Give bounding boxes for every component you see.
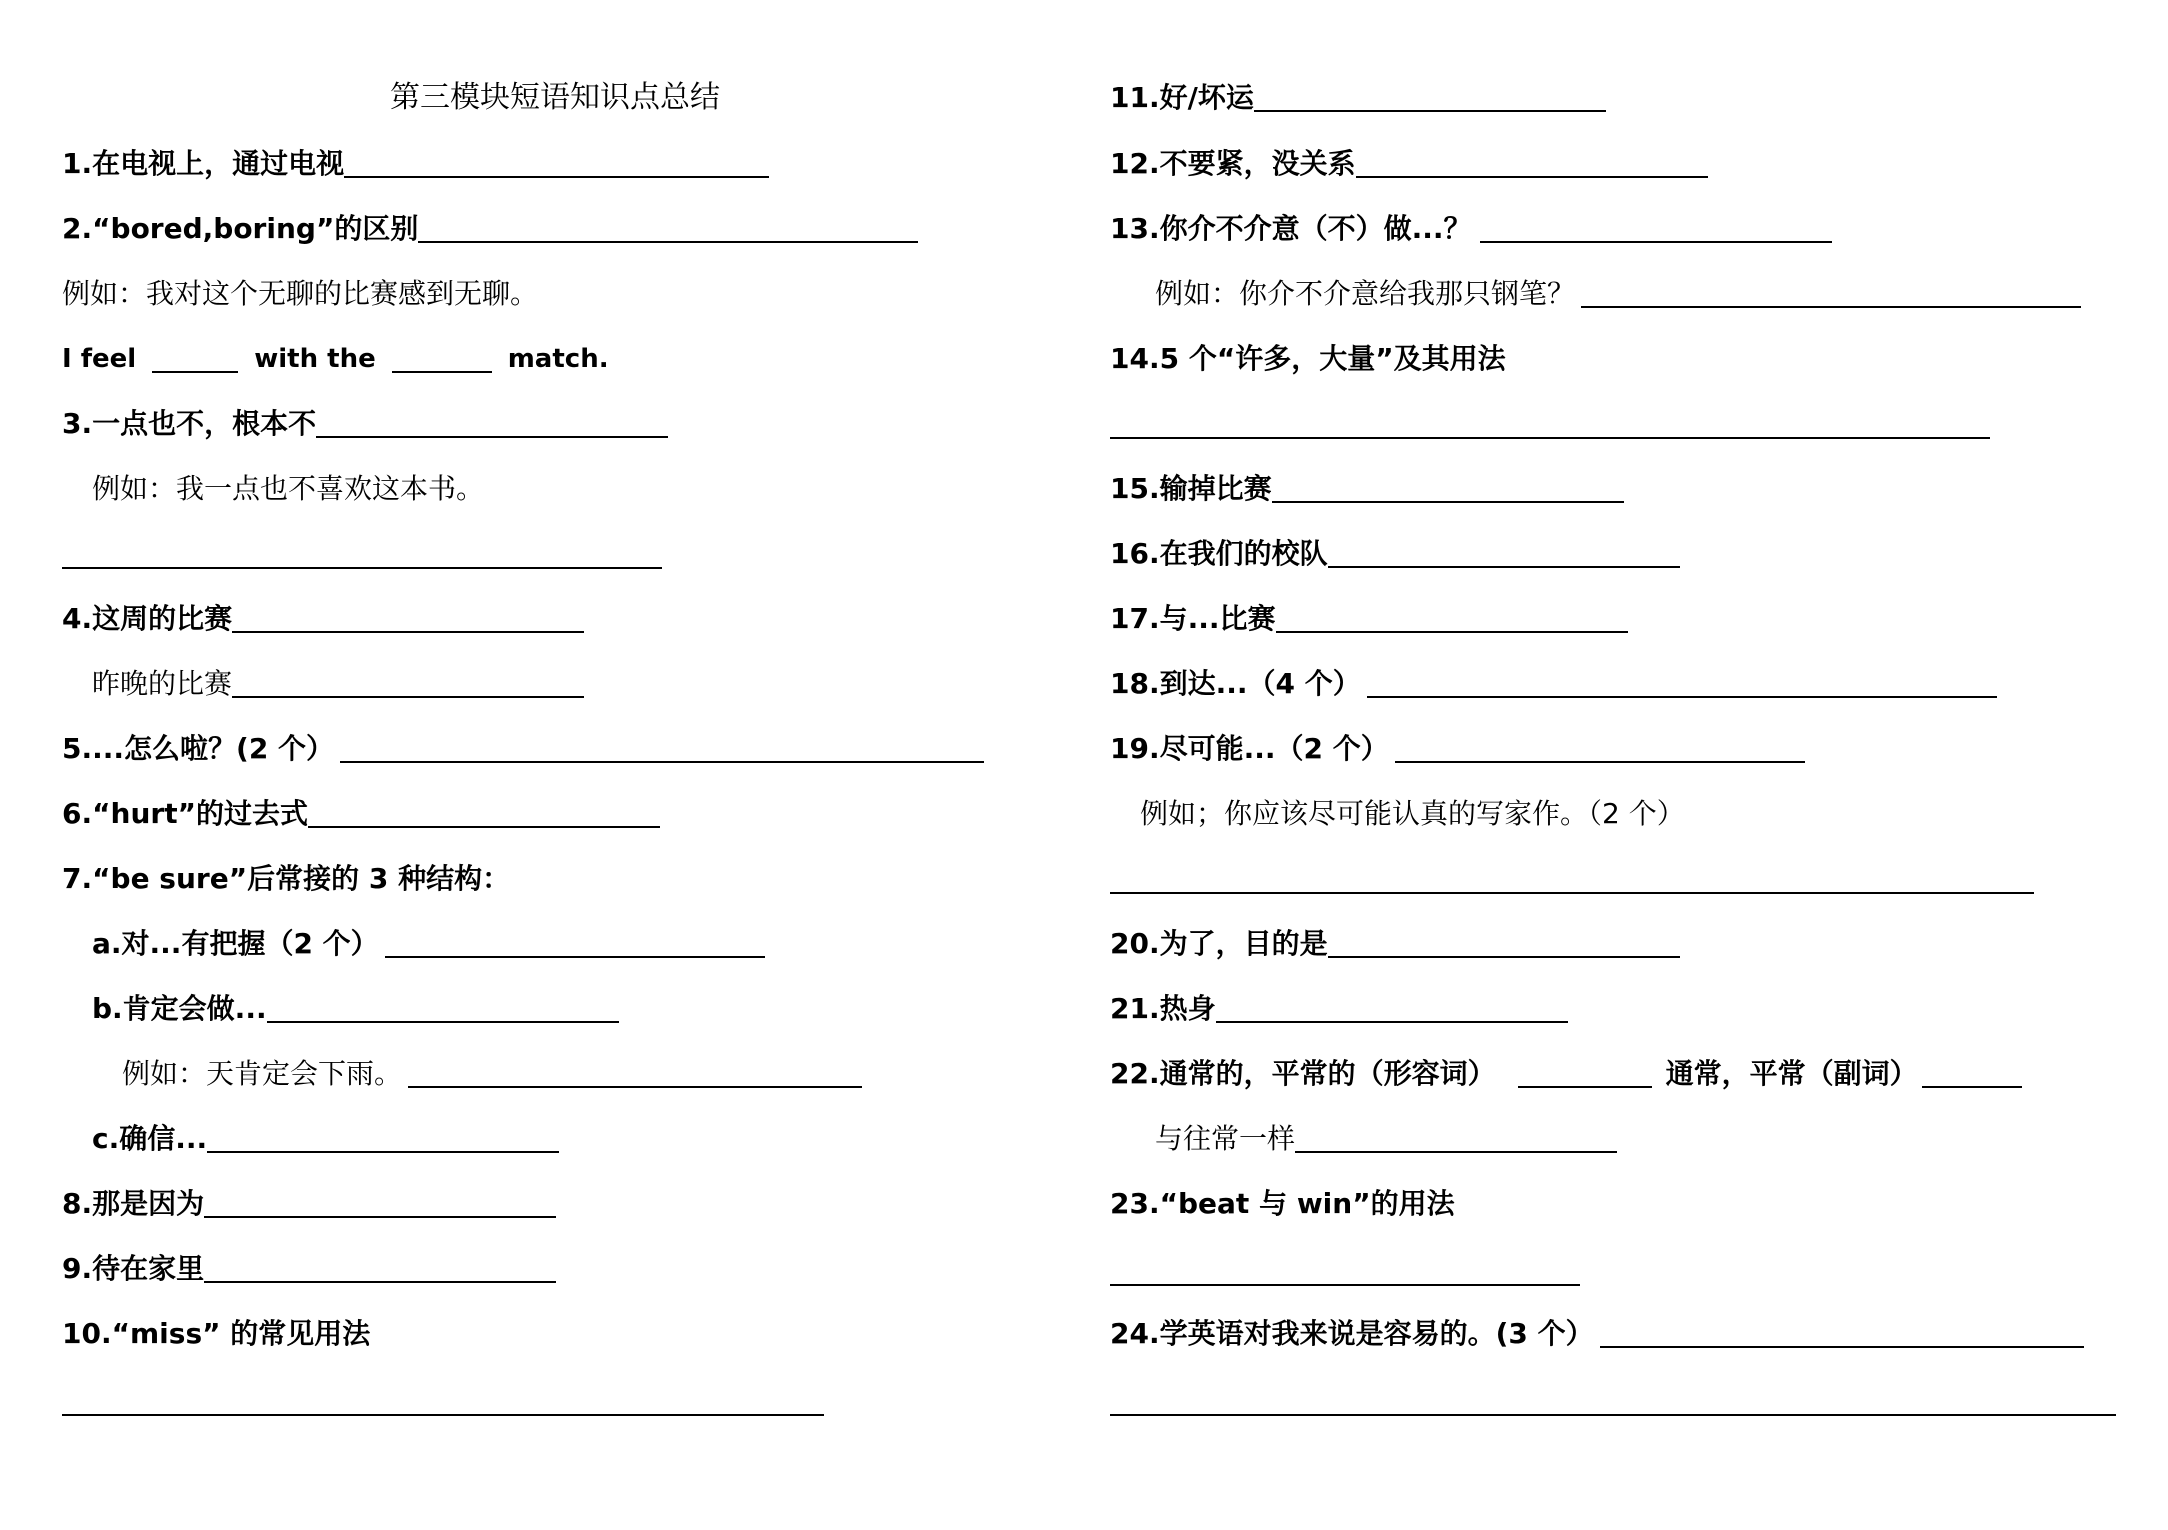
question-7b bbox=[92, 989, 619, 1029]
question-15 bbox=[1110, 469, 1624, 509]
answer-line-14[interactable] bbox=[1110, 437, 1990, 439]
question-13-example-text: 例如：你介不介意给我那只钢笔？ bbox=[1155, 277, 1576, 310]
answer-blank-7c[interactable] bbox=[207, 1121, 559, 1153]
answer-blank-7a[interactable] bbox=[385, 926, 765, 958]
question-1 bbox=[62, 144, 769, 184]
question-4-text: 4.这周的比赛 bbox=[62, 602, 233, 635]
question-3-example-text: 例如：我一点也不喜欢这本书。 bbox=[92, 472, 485, 505]
question-2-en-b: with the bbox=[254, 344, 376, 374]
question-20 bbox=[1110, 924, 1680, 964]
answer-blank-2[interactable] bbox=[418, 211, 918, 243]
question-23-text: 23.“beat 与 win”的用法 bbox=[1110, 1187, 1455, 1220]
question-3-text: 3.一点也不，根本不 bbox=[62, 407, 317, 440]
question-16 bbox=[1110, 534, 1680, 574]
answer-blank-15[interactable] bbox=[1272, 471, 1624, 503]
answer-blank-11[interactable] bbox=[1254, 80, 1606, 112]
question-22c-text: 与往常一样 bbox=[1155, 1122, 1296, 1155]
answer-blank-20[interactable] bbox=[1328, 926, 1680, 958]
question-10-text: 10.“miss” 的常见用法 bbox=[62, 1317, 371, 1350]
question-7c-text: c.确信... bbox=[92, 1122, 208, 1155]
question-13 bbox=[1110, 209, 1832, 249]
question-7b-text: b.肯定会做... bbox=[92, 992, 267, 1025]
answer-blank-22a[interactable] bbox=[1518, 1056, 1652, 1088]
answer-blank-18[interactable] bbox=[1367, 666, 1997, 698]
question-10 bbox=[62, 1314, 370, 1354]
question-20-text: 20.为了，目的是 bbox=[1110, 927, 1328, 960]
question-7 bbox=[62, 859, 510, 899]
question-12-text: 12.不要紧，没关系 bbox=[1110, 147, 1356, 180]
question-16-text: 16.在我们的校队 bbox=[1110, 537, 1328, 570]
question-7b-example bbox=[122, 1054, 862, 1094]
question-19 bbox=[1110, 729, 1805, 769]
question-4b-text: 昨晚的比赛 bbox=[92, 667, 233, 700]
question-3 bbox=[62, 404, 668, 444]
question-1-text: 1.在电视上，通过电视 bbox=[62, 147, 345, 180]
question-7a-text: a.对...有把握（2 个） bbox=[92, 927, 379, 960]
question-11 bbox=[1110, 78, 1606, 118]
question-24 bbox=[1110, 1314, 2084, 1354]
answer-blank-4[interactable] bbox=[232, 601, 584, 633]
question-23 bbox=[1110, 1184, 1455, 1224]
answer-line-23[interactable] bbox=[1110, 1284, 1580, 1286]
question-22-text-b: 通常，平常（副词） bbox=[1665, 1057, 1918, 1090]
question-4b bbox=[92, 664, 584, 704]
question-13-example bbox=[1155, 274, 2081, 314]
question-12 bbox=[1110, 144, 1708, 184]
question-19-example bbox=[1140, 794, 1685, 834]
answer-line-10[interactable] bbox=[62, 1414, 824, 1416]
question-13-text: 13.你介不介意（不）做...？ bbox=[1110, 212, 1472, 245]
question-8 bbox=[62, 1184, 556, 1224]
question-5-text: 5....怎么啦？(2 个） bbox=[62, 732, 335, 765]
question-15-text: 15.输掉比赛 bbox=[1110, 472, 1272, 505]
answer-blank-19[interactable] bbox=[1395, 731, 1805, 763]
question-18-text: 18.到达...（4 个） bbox=[1110, 667, 1361, 700]
question-22 bbox=[1110, 1054, 2022, 1094]
answer-blank-2b[interactable] bbox=[392, 341, 492, 373]
question-9-text: 9.待在家里 bbox=[62, 1252, 205, 1285]
question-2-text: 2.“bored,boring”的区别 bbox=[62, 212, 419, 245]
answer-blank-6[interactable] bbox=[308, 796, 660, 828]
answer-blank-21[interactable] bbox=[1216, 991, 1568, 1023]
answer-blank-5[interactable] bbox=[340, 731, 984, 763]
question-3-example bbox=[92, 469, 484, 509]
question-7-text: 7.“be sure”后常接的 3 种结构： bbox=[62, 862, 511, 895]
question-14-text: 14.5 个“许多，大量”及其用法 bbox=[1110, 342, 1506, 375]
question-2 bbox=[62, 209, 918, 249]
page-title-text: 第三模块短语知识点总结 bbox=[390, 80, 720, 115]
question-22c bbox=[1155, 1119, 1617, 1159]
answer-blank-3[interactable] bbox=[316, 406, 668, 438]
question-7b-example-text: 例如：天肯定会下雨。 bbox=[122, 1057, 403, 1090]
question-2-example bbox=[62, 274, 538, 314]
answer-blank-22b[interactable] bbox=[1922, 1056, 2022, 1088]
question-2-en-a: I feel bbox=[62, 344, 137, 374]
question-7c bbox=[92, 1119, 559, 1159]
question-2-en-c: match. bbox=[507, 344, 609, 374]
answer-line-3[interactable] bbox=[62, 567, 662, 569]
answer-blank-22c[interactable] bbox=[1295, 1121, 1617, 1153]
question-7a bbox=[92, 924, 765, 964]
answer-blank-7b-example[interactable] bbox=[408, 1056, 862, 1088]
answer-blank-16[interactable] bbox=[1328, 536, 1680, 568]
question-4 bbox=[62, 599, 584, 639]
answer-blank-7b[interactable] bbox=[267, 991, 619, 1023]
question-14 bbox=[1110, 339, 1506, 379]
question-17-text: 17.与...比赛 bbox=[1110, 602, 1276, 635]
question-22-text-a: 22.通常的，平常的（形容词） bbox=[1110, 1057, 1496, 1090]
answer-blank-9[interactable] bbox=[204, 1251, 556, 1283]
question-19-example-text: 例如；你应该尽可能认真的写家作。（2 个） bbox=[1140, 797, 1685, 830]
question-21 bbox=[1110, 989, 1568, 1029]
answer-blank-4b[interactable] bbox=[232, 666, 584, 698]
question-6-text: 6.“hurt”的过去式 bbox=[62, 797, 308, 830]
question-11-text: 11.好/坏运 bbox=[1110, 81, 1254, 114]
question-8-text: 8.那是因为 bbox=[62, 1187, 205, 1220]
question-2-example-text: 例如：我对这个无聊的比赛感到无聊。 bbox=[62, 277, 539, 310]
question-2-english bbox=[62, 339, 609, 379]
question-9 bbox=[62, 1249, 556, 1289]
answer-blank-17[interactable] bbox=[1276, 601, 1628, 633]
answer-blank-8[interactable] bbox=[204, 1186, 556, 1218]
question-19-text: 19.尽可能...（2 个） bbox=[1110, 732, 1389, 765]
question-6 bbox=[62, 794, 660, 834]
answer-blank-13[interactable] bbox=[1480, 211, 1832, 243]
answer-blank-24[interactable] bbox=[1600, 1316, 2084, 1348]
answer-blank-1[interactable] bbox=[344, 146, 769, 178]
page-title bbox=[390, 78, 720, 118]
question-18 bbox=[1110, 664, 1997, 704]
answer-line-19[interactable] bbox=[1110, 892, 2034, 894]
question-17 bbox=[1110, 599, 1628, 639]
question-5 bbox=[62, 729, 984, 769]
answer-line-24[interactable] bbox=[1110, 1414, 2116, 1416]
answer-blank-12[interactable] bbox=[1356, 146, 1708, 178]
question-21-text: 21.热身 bbox=[1110, 992, 1216, 1025]
answer-blank-13-example[interactable] bbox=[1581, 276, 2081, 308]
answer-blank-2a[interactable] bbox=[152, 341, 238, 373]
question-24-text: 24.学英语对我来说是容易的。(3 个） bbox=[1110, 1317, 1594, 1350]
